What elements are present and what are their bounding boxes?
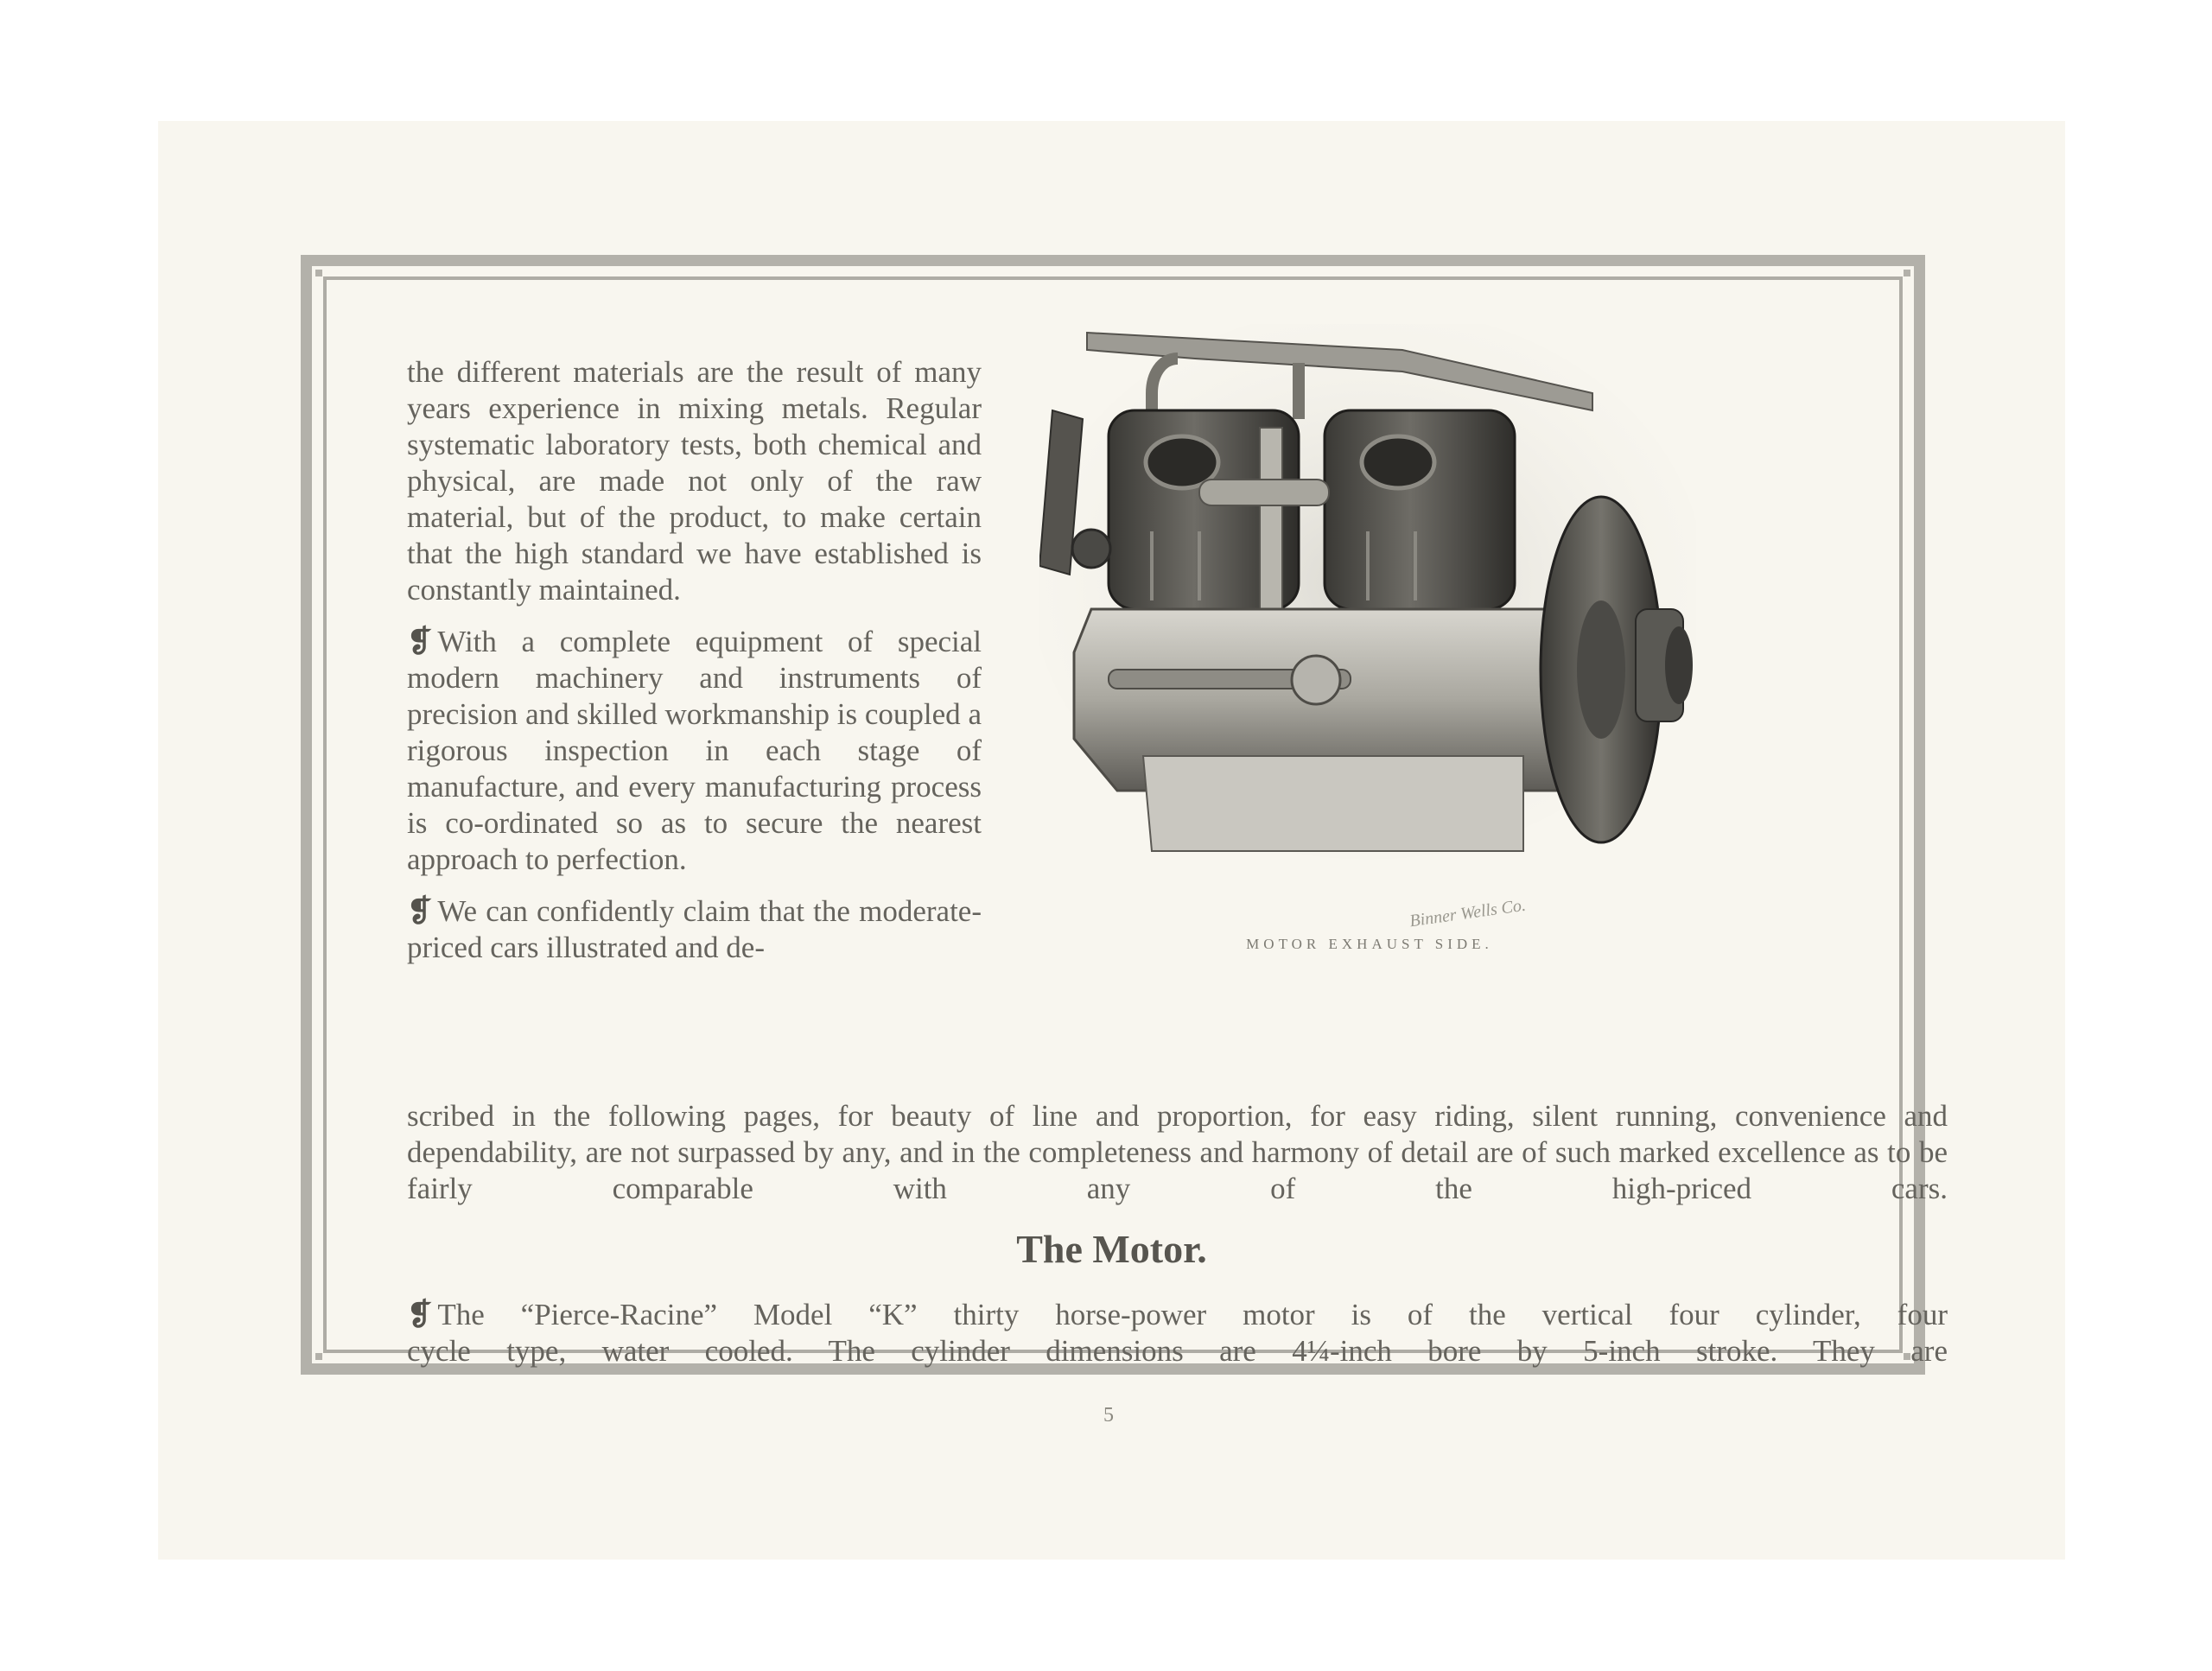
intro-column: [407, 354, 982, 966]
book-page: [158, 121, 2065, 1560]
paragraph-claim-start: ❡ We can confidently claim that the moderate-priced cars illustrated and de-: [407, 894, 982, 964]
motor-line-2: cycle type, water cooled. The cylinder dimensions are 4¼-inch bore by 5-inch stroke. They are: [407, 1334, 1948, 1368]
engraver-signature: Binner Wells Co.: [1408, 895, 1528, 931]
illustration-caption: MOTOR EXHAUST SIDE.: [1246, 936, 1493, 952]
section-heading: The Motor.: [1016, 1227, 1207, 1271]
paragraph-claim-continued: scribed in the following pages, for beauty of line and proportion, for easy riding, silent running, convenience and dependability, are not surpassed by any, and in the completeness and harmony of detail are of such marked excellence as to be fairly comparable with any of the high-priced cars.: [407, 1099, 1948, 1205]
frame-corner-ornament: [301, 255, 337, 291]
pilcrow-icon: ❡: [407, 1298, 433, 1331]
frame-corner-ornament: [1889, 255, 1925, 291]
engine-illustration: [1039, 324, 1696, 946]
paragraph-motor: [407, 1297, 1948, 1369]
frame-corner-ornament: [301, 1338, 337, 1375]
pilcrow-icon: ❡: [407, 894, 433, 928]
motor-line-1: ❡ The “Pierce-Racine” Model “K” thirty horse-power motor is of the vertical four cylinder, four: [407, 1298, 1948, 1331]
paragraph-materials: the different materials are the result of many years experience in mixing metals. Regular systematic laboratory tests, both chemical and physical, are made not only of the raw material, but of the product, to make certain that the high standard we have established is constantly maintained.: [407, 355, 982, 607]
paragraph-equipment: ❡ With a complete equipment of special modern machinery and instruments of precision and skilled workmanship is coupled a rigorous inspection in each stage of manufacture, and every manufacturing process is co-ordinated so as to secure the nearest approach to perfection.: [407, 625, 982, 876]
page-number: 5: [1103, 1404, 1114, 1426]
pilcrow-icon: ❡: [407, 625, 433, 658]
